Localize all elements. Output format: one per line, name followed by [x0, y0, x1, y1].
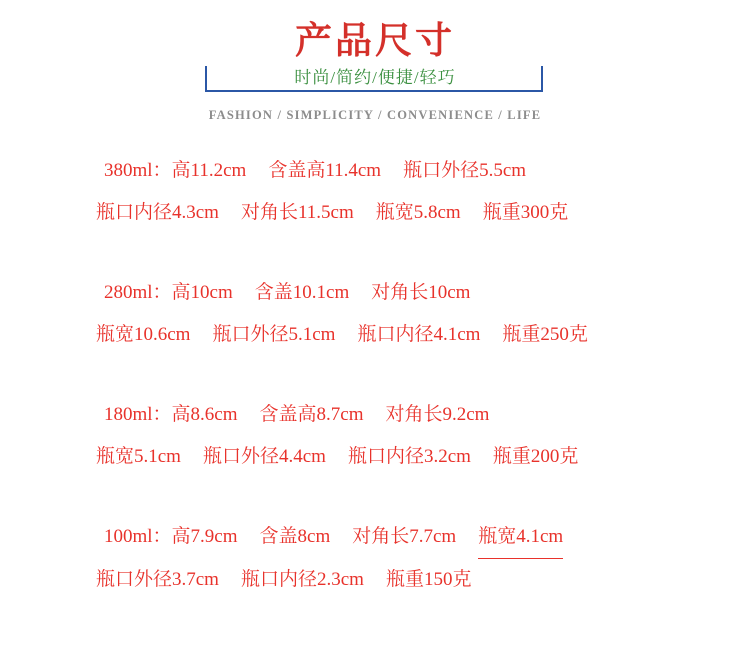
page-title-text: 产品尺寸 [277, 18, 473, 66]
spec-item: 含盖10.1cm [254, 282, 350, 303]
spec-item: 瓶口内径4.3cm [96, 202, 219, 223]
spec-item: 瓶口外径5.1cm [212, 324, 336, 345]
spec-item: 对角长9.2cm [385, 404, 490, 425]
spec-line [0, 436, 750, 478]
spec-item: 180ml：高8.6cm [104, 404, 238, 425]
spec-line [0, 314, 750, 356]
spec-item: 对角长10cm [371, 282, 471, 303]
spec-item: 380ml：高11.2cm [104, 160, 247, 181]
spec-list [0, 150, 750, 639]
spec-item: 瓶口内径2.3cm [240, 569, 364, 590]
spec-item: 瓶重200克 [492, 446, 579, 467]
spec-item: 对角长11.5cm [240, 202, 354, 223]
spec-item: 含盖高11.4cm [268, 160, 382, 181]
spec-item: 瓶口外径5.5cm [403, 160, 527, 181]
spec-item: 280ml：高10cm [104, 282, 233, 303]
spec-group-100ml [0, 516, 750, 601]
spec-item: 瓶宽5.1cm [96, 446, 181, 467]
spec-line [0, 192, 750, 234]
english-tagline: FASHION / SIMPLICITY / CONVENIENCE / LIFE [208, 108, 542, 122]
spec-line [0, 516, 750, 559]
spec-item: 含盖高8.7cm [259, 404, 364, 425]
page-header [0, 0, 750, 123]
spec-item: 瓶口内径3.2cm [347, 446, 471, 467]
spec-item: 100ml：高7.9cm [104, 526, 238, 547]
spec-item: 瓶口外径4.4cm [202, 446, 326, 467]
page-subtitle [205, 66, 545, 90]
spec-group-180ml [0, 394, 750, 478]
spec-line [0, 272, 750, 314]
spec-item: 瓶重150克 [385, 569, 472, 590]
spec-item: 对角长7.7cm [352, 526, 457, 547]
spec-item: 瓶重300克 [482, 202, 569, 223]
spec-line [0, 394, 750, 436]
spec-item: 瓶口内径4.1cm [357, 324, 481, 345]
title-frame [205, 22, 545, 94]
page-title [205, 18, 545, 66]
spec-item: 含盖8cm [259, 526, 331, 547]
spec-item: 瓶口外径3.7cm [96, 569, 219, 590]
spec-group-280ml [0, 272, 750, 356]
spec-item: 瓶宽4.1cm [478, 516, 563, 559]
spec-item: 瓶宽10.6cm [96, 324, 191, 345]
spec-item: 瓶重250克 [502, 324, 588, 345]
spec-line [0, 559, 750, 601]
spec-item: 瓶宽5.8cm [375, 202, 461, 223]
spec-group-380ml [0, 150, 750, 234]
page-subtitle-text: 时尚/简约/便捷/轻巧 [284, 66, 465, 90]
spec-line [0, 150, 750, 192]
